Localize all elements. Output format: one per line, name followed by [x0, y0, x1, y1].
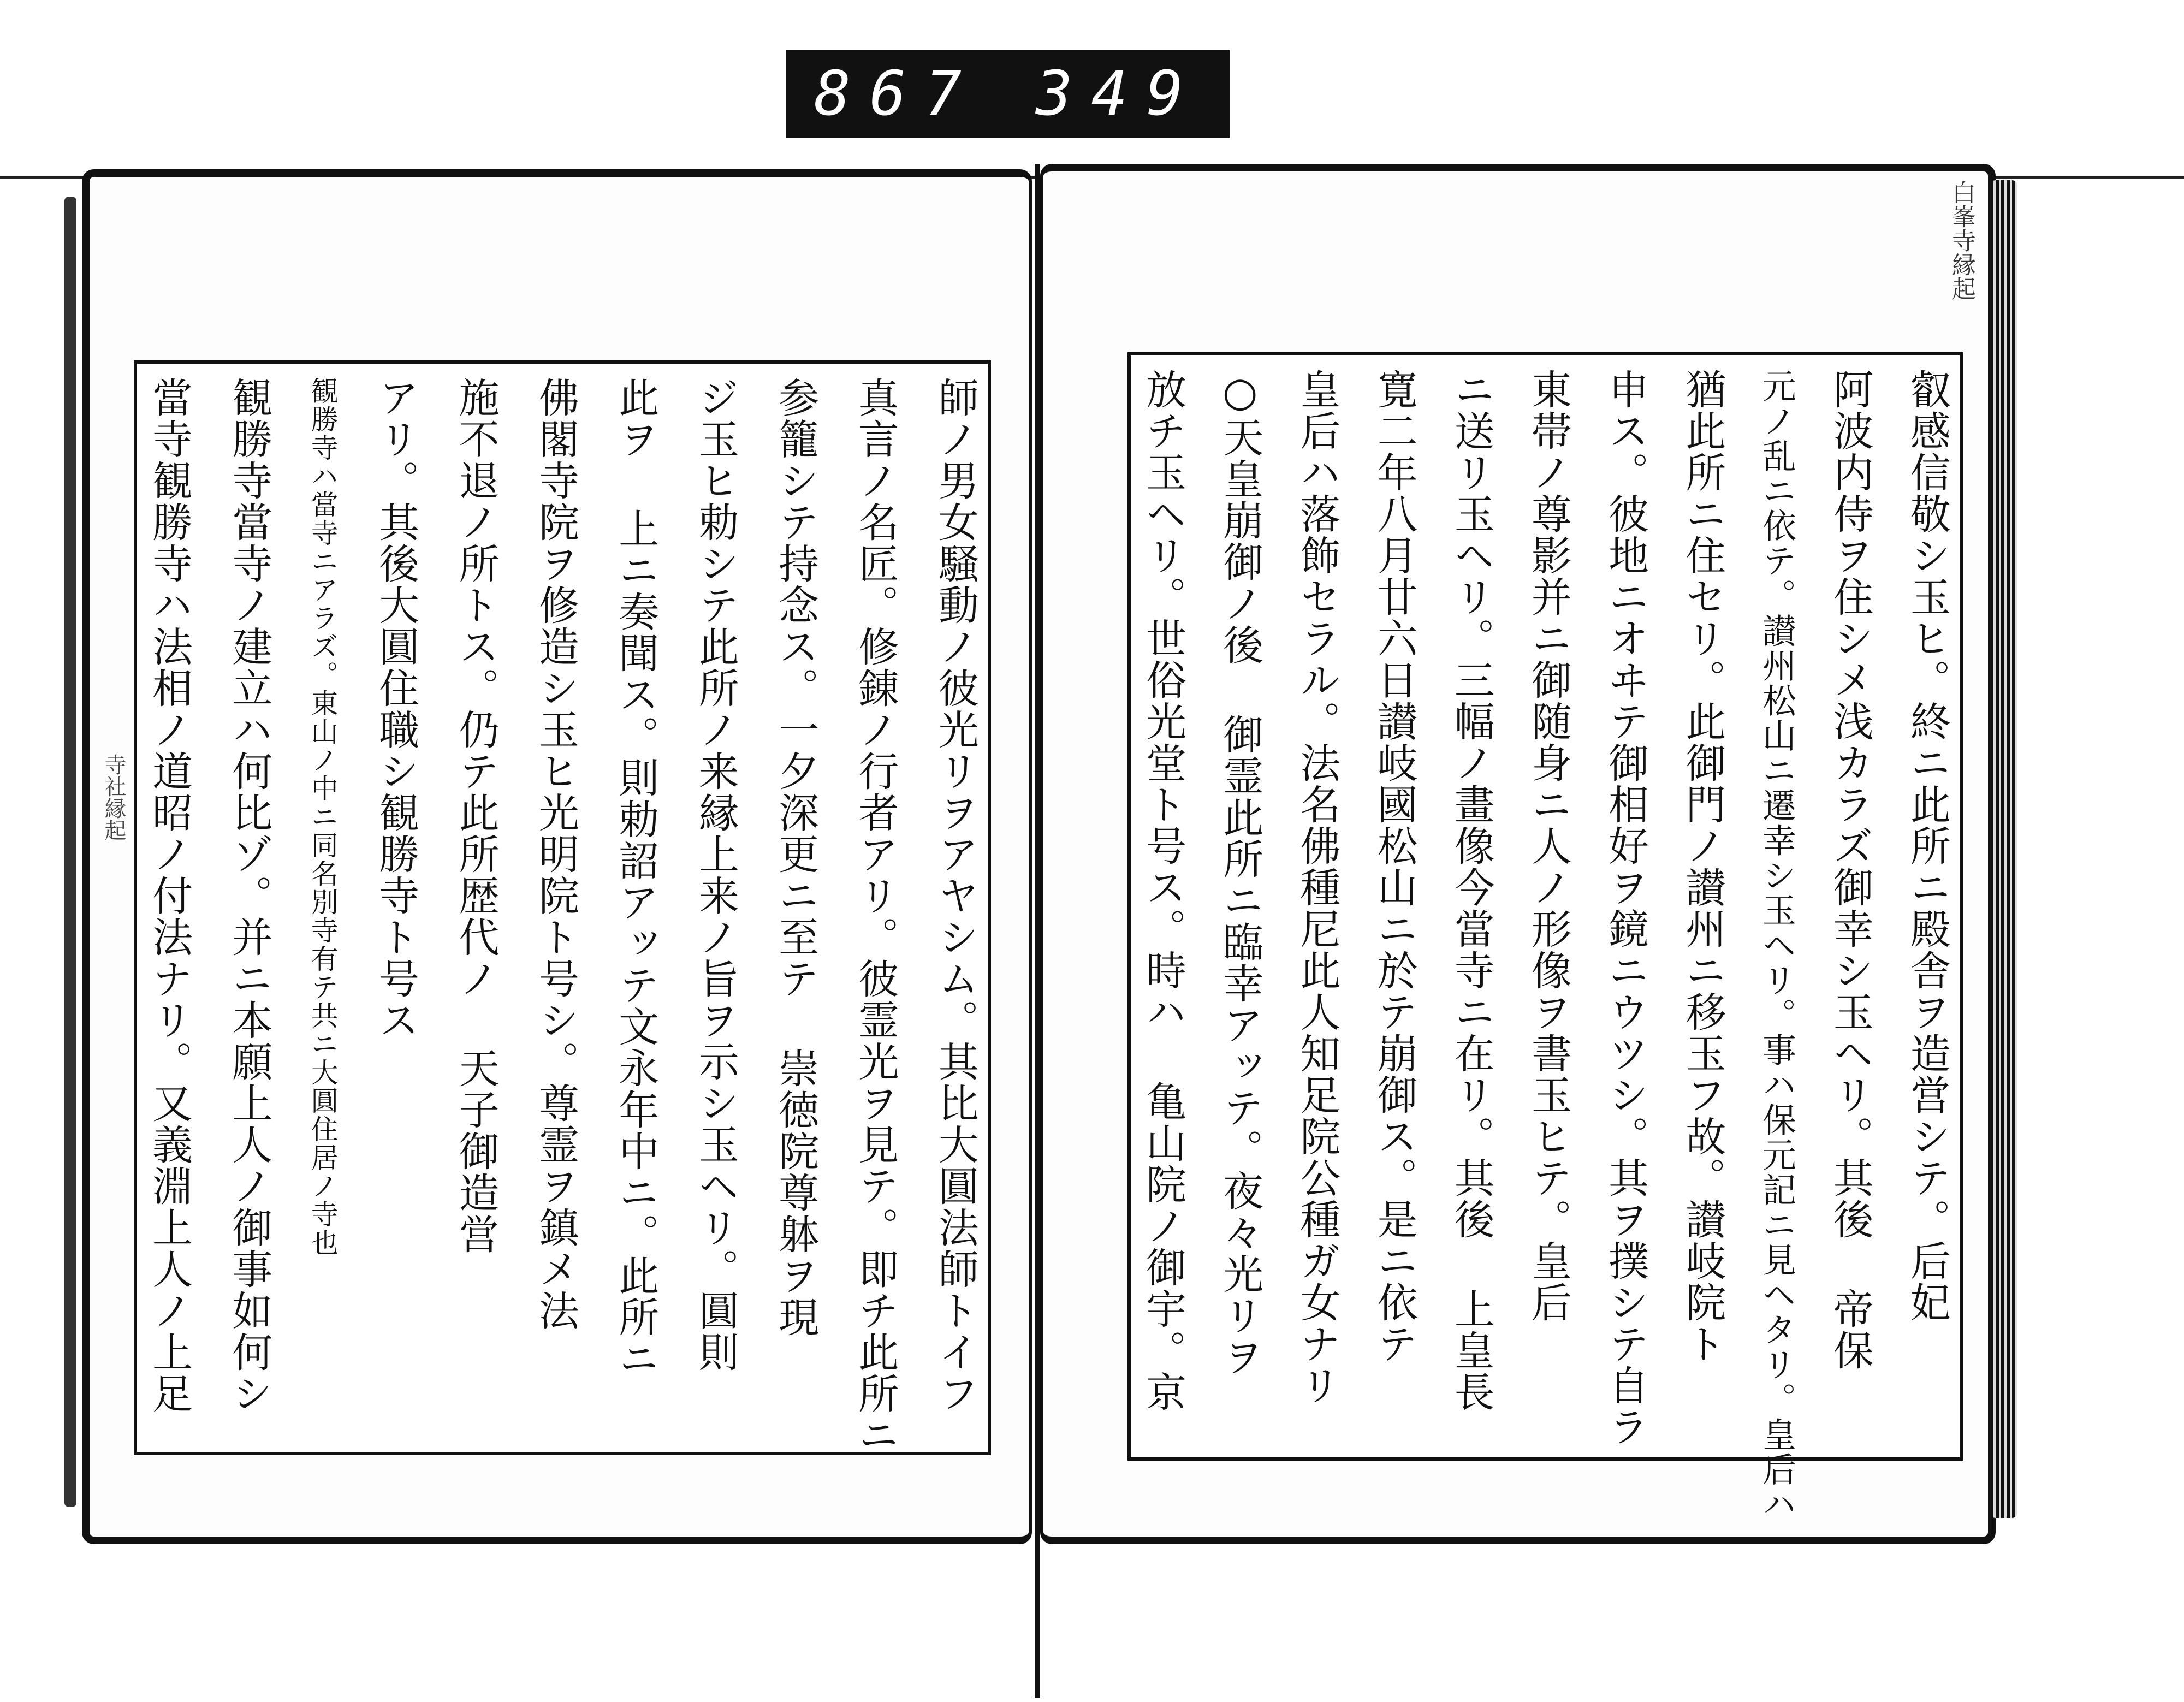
right-page-edge: [1990, 180, 2017, 1518]
left-column: 此ヲ 上ニ奏聞ス。則勅詔アッテ文永年中ニ。此所ニ: [612, 377, 660, 1379]
right-column: 寛二年八月廿六日讃岐國松山ニ於テ崩御ス。是ニ依テ: [1370, 369, 1418, 1365]
left-page-edge: [64, 197, 76, 1507]
call-number-label: [786, 50, 1230, 138]
right-column: 元ノ乱ニ依テ。讃州松山ニ遷幸シ玉ヘリ。事ハ保元記ニ見ヘタリ。皇后ハ: [1756, 369, 1797, 1522]
right-page-heading: 白峯寺縁起: [1948, 180, 1975, 300]
left-page-marginal: 寺社縁起: [101, 754, 126, 841]
call-number-left: 867: [814, 58, 981, 129]
left-column-note: 観勝寺ハ當寺ニアラズ。東山ノ中ニ同名別寺有テ共ニ大圓住居ノ寺也: [306, 377, 339, 1257]
right-column: 放チ玉ヘリ。世俗光堂ト号ス。時ハ 亀山院ノ御宇。京: [1140, 369, 1186, 1413]
left-text-frame: [134, 360, 991, 1455]
left-column: アリ。其後大圓住職シ観勝寺ト号ス: [372, 377, 420, 1041]
right-column: 皇后ハ落飾セラル。法名佛種尼此人知足院公種ガ女ナリ: [1293, 369, 1341, 1406]
left-column: ジ玉ヒ勅シテ此所ノ来縁上来ノ旨ヲ示シ玉ヘリ。圓則: [692, 377, 739, 1373]
right-column: 東帯ノ尊影并ニ御随身ニ人ノ形像ヲ書玉ヒテ。皇后: [1524, 369, 1572, 1323]
right-column: 阿波内侍ヲ住シメ浅カラズ御幸シ玉ヘリ。其後 帝保: [1826, 369, 1874, 1371]
right-column: 申ス。彼地ニオヰテ御相好ヲ鏡ニウツシ。其ヲ撲シテ自ラ: [1602, 369, 1649, 1448]
left-column: 當寺観勝寺ハ法相ノ道昭ノ付法ナリ。又義淵上人ノ上足: [146, 377, 193, 1414]
right-column: 叡感信敬シ玉ヒ。終ニ此所ニ殿舎ヲ造営シテ。后妃: [1903, 369, 1951, 1323]
right-column: ○天皇崩御ノ後 御霊此所ニ臨幸アッテ。夜々光リヲ: [1216, 369, 1264, 1378]
call-number-right: 349: [1035, 58, 1202, 129]
right-column: 猶此所ニ住セリ。此御門ノ讃州ニ移玉フ故。讃岐院ト: [1679, 369, 1726, 1365]
left-column: 師ノ男女騒動ノ彼光リヲアヤシム。其比大圓法師トイフ: [931, 377, 979, 1414]
left-column: 佛閣寺院ヲ修造シ玉ヒ光明院ト号シ。尊霊ヲ鎮メ法: [532, 377, 579, 1331]
book-gutter: [1035, 164, 1040, 1698]
left-column: 参籠シテ持念ス。一夕深更ニ至テ 崇徳院尊躰ヲ現: [772, 377, 820, 1338]
right-text-frame: [1127, 352, 1963, 1522]
left-column: 真言ノ名匠。修錬ノ行者アリ。彼霊光ヲ見テ。即チ此所ニ: [852, 377, 899, 1456]
left-column: 施不退ノ所トス。仍テ此所歴代ノ 天子御造営: [452, 377, 500, 1255]
left-column: 観勝寺當寺ノ建立ハ何比ゾ。并ニ本願上人ノ御事如何シ: [225, 377, 273, 1414]
right-column: ニ送リ玉ヘリ。三幅ノ畫像今當寺ニ在リ。其後 上皇長: [1447, 369, 1495, 1413]
